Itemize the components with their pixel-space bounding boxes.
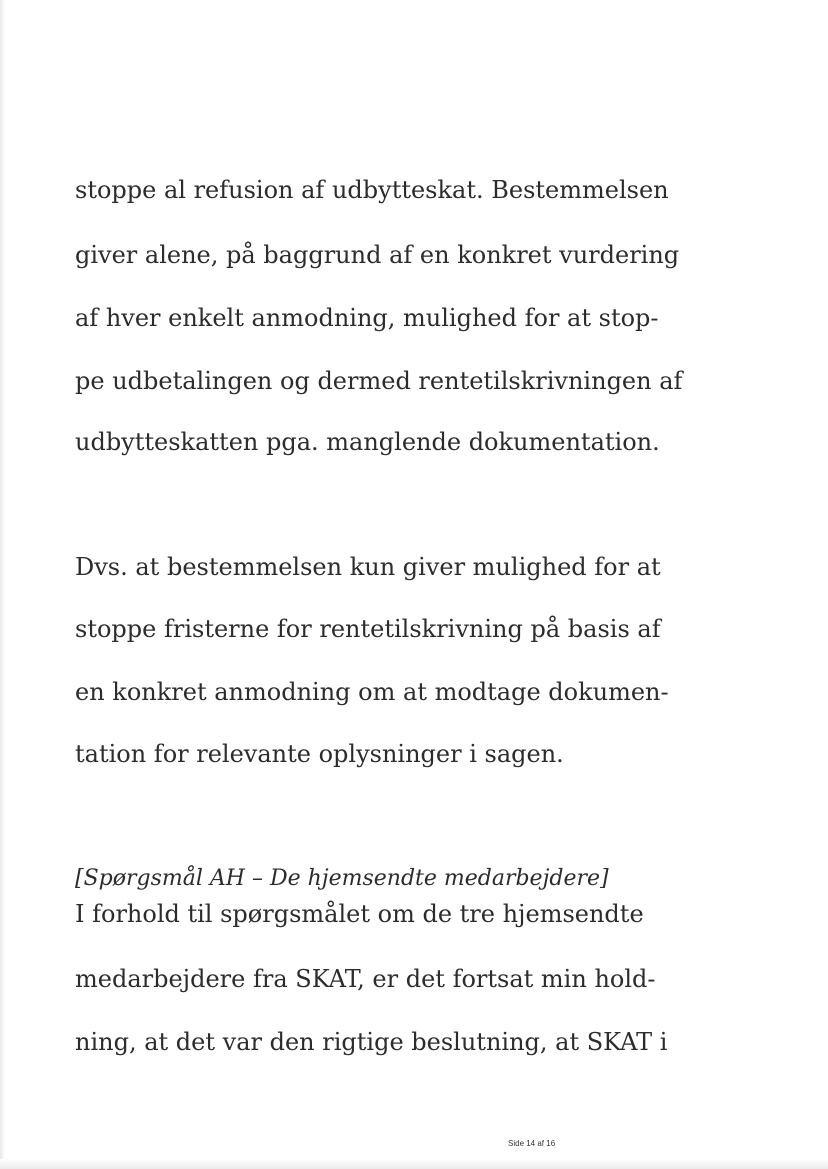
text-line: pe udbetalingen og dermed rentetilskrivningen af: [75, 367, 683, 395]
text-line: giver alene, på baggrund af en konkret vurdering: [75, 241, 680, 269]
section-heading: [Spørgsmål AH – De hjemsendte medarbejdere]: [75, 866, 609, 891]
text-line: af hver enkelt anmodning, mulighed for at stop-: [75, 304, 659, 332]
text-line: stoppe fristerne for rentetilskrivning på basis af: [75, 615, 661, 643]
text-line: medarbejdere fra SKAT, er det fortsat min hold-: [75, 965, 656, 993]
page-number: Side 14 af 16: [508, 1139, 556, 1148]
text-line: stoppe al refusion af udbytteskat. Bestemmelsen: [75, 176, 669, 204]
scan-bottom-edge: [0, 1159, 828, 1169]
text-line: udbytteskatten pga. manglende dokumentation.: [75, 428, 660, 456]
text-line: tation for relevante oplysninger i sagen.: [75, 740, 564, 768]
text-line: en konkret anmodning om at modtage dokumen-: [75, 678, 669, 706]
text-line: I forhold til spørgsmålet om de tre hjemsendte: [75, 900, 644, 928]
text-line: ning, at det var den rigtige beslutning, at SKAT i: [75, 1028, 668, 1056]
scan-left-edge: [0, 0, 5, 1169]
text-line: Dvs. at bestemmelsen kun giver mulighed for at: [75, 553, 661, 581]
